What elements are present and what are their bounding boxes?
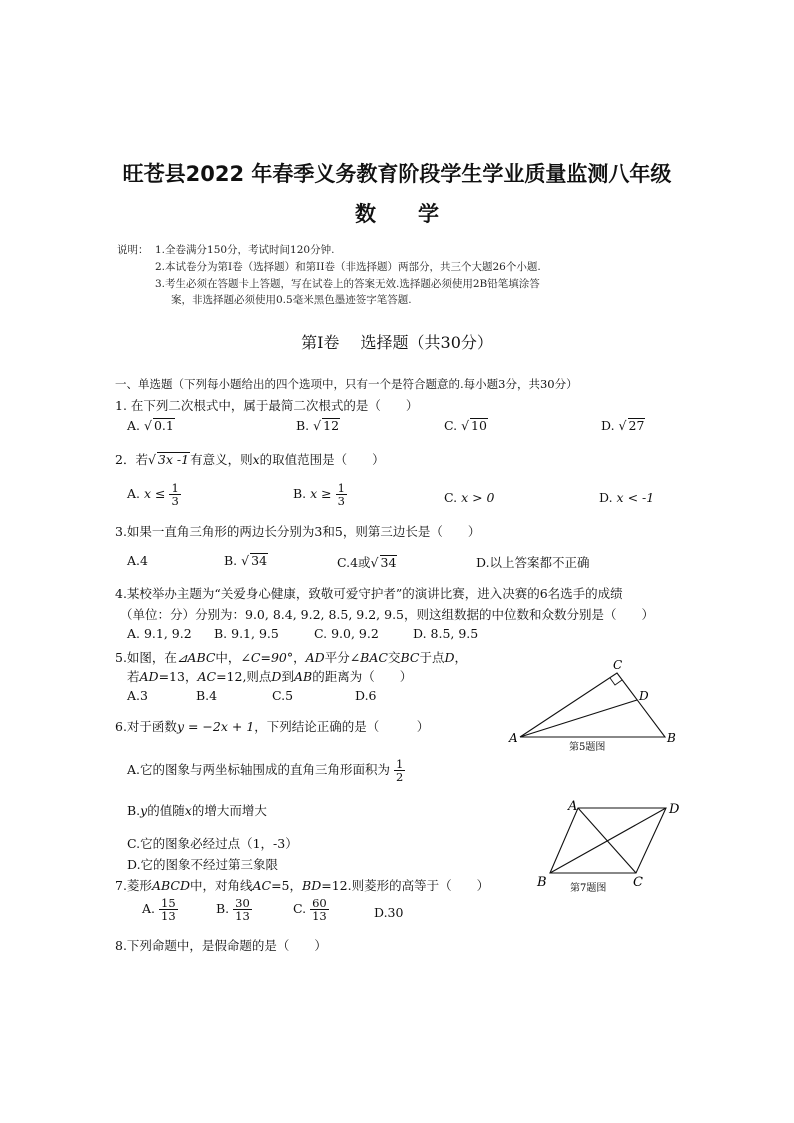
label-b: B (667, 731, 676, 745)
denominator: 13 (312, 909, 327, 924)
option-text: A.它的图象与两坐标轴围成的直角三角形面积为 (127, 762, 391, 778)
text: 若 (127, 669, 140, 684)
label-d: D (639, 689, 649, 703)
q1-option-a: A. √ 0.1 (127, 418, 174, 433)
note-3a: 3.考生必须在答题卡上答题，写在试卷上的答案无效.选择题必须使用2B铅笔填涂答 (155, 278, 540, 290)
notes-lead: 说明： (117, 244, 149, 256)
q4-line2: （单位：分）分别为：9.0, 8.4, 9.2, 8.5, 9.2, 9.5，则这组数据的中位数和众数分别是（ ） (120, 607, 655, 622)
q2-stem: 2．若√ 3x -1有意义，则x的取值范围是（ ） (115, 452, 385, 467)
q5-option-b: B.4 (196, 688, 218, 703)
q3-option-c: C.4或√ 34 (337, 555, 397, 570)
math: AC (197, 669, 217, 684)
text: =12,则点 (216, 669, 272, 684)
math: AD (305, 650, 325, 665)
denominator: 13 (161, 909, 176, 924)
text: 中， (215, 650, 241, 665)
q7-option-b (216, 897, 252, 922)
note-3b: 案，非选择题必须使用0.5毫米黑色墨迹签字笔答题. (171, 294, 412, 306)
option-label: C. (444, 418, 458, 433)
q6-option-c: C.它的图象必经过点（1，-3） (127, 836, 298, 851)
q3-option-a: A.4 (127, 553, 148, 568)
text: ，下列结论正确的是（ ） (254, 719, 430, 734)
denominator: 3 (337, 494, 345, 509)
q2-stem-mid: 有意义，则 (190, 452, 253, 467)
subject-title: 数 学 (355, 202, 439, 226)
q2-option-c (444, 490, 495, 505)
triangle-abc (520, 673, 665, 737)
math: BD (302, 878, 322, 893)
numerator: 1 (171, 481, 179, 495)
q1-option-c: C. √ 10 (444, 418, 487, 433)
numerator: 15 (161, 896, 176, 910)
q5-option-a: A.3 (127, 688, 148, 703)
q3-stem: 3.如果一直角三角形的两边长分别为3和5，则第三边长是（ ） (115, 524, 481, 539)
q6-stem (115, 717, 429, 735)
figure-7-rhombus (530, 795, 690, 900)
text: 到 (281, 669, 294, 684)
option-label: A. (127, 418, 141, 433)
fraction (336, 482, 347, 507)
option-label: B. (224, 553, 238, 568)
radicand: 34 (380, 555, 397, 570)
label-d: D (669, 802, 680, 817)
denominator: 3 (171, 494, 179, 509)
option-label: C.4或 (337, 555, 371, 570)
q4-option-b: B. 9.1, 9.5 (214, 626, 279, 641)
math: D (444, 650, 455, 665)
q1-option-d: D. √ 27 (601, 418, 645, 433)
math: ABCD (151, 878, 190, 893)
text: 6.对于函数 (115, 719, 177, 734)
text: 的值随 (147, 803, 185, 818)
math: ∠C=90° (240, 650, 294, 665)
option-label: D. (601, 418, 615, 433)
q5-line2 (127, 667, 412, 685)
q4-option-a: A. 9.1, 9.2 (127, 626, 192, 641)
bisector-ad (520, 700, 637, 737)
note-2: 2.本试卷分为第Ⅰ卷（选择题）和第II卷（非选择题）两部分，共三个大题26个小题. (155, 261, 541, 273)
fraction (310, 897, 329, 922)
figure-7-caption: 第7题图 (570, 883, 607, 894)
radicand: 10 (471, 418, 487, 433)
figure-5-triangle (505, 655, 685, 755)
q3-option-b: B. √ 34 (224, 553, 268, 568)
math: ∠BAC (349, 650, 388, 665)
radicand: 27 (628, 418, 645, 433)
q2-radicand (157, 452, 190, 467)
q6-option-a (127, 758, 405, 783)
q4-option-d: D. 8.5, 9.5 (413, 626, 479, 641)
q2-option-d (599, 490, 654, 505)
q2-radicand-text: 3x -1 (157, 452, 190, 467)
q7-option-c (293, 897, 329, 922)
option-label: B. (127, 803, 141, 818)
radicand: 34 (251, 553, 268, 568)
fraction (394, 758, 405, 783)
option-expr: x > 0 (461, 490, 495, 505)
math: x (184, 803, 192, 818)
math: AC (252, 878, 272, 893)
option-expr: x < -1 (616, 490, 655, 505)
q8-stem: 8.下列命题中，是假命题的是（ ） (115, 938, 327, 953)
text: 交 (387, 650, 401, 665)
function-expr: y = −2x + 1 (176, 719, 255, 734)
figure-5-caption: 第5题图 (569, 742, 606, 753)
fraction (233, 897, 252, 922)
option-expr: x ≥ (310, 486, 332, 502)
q1-option-b: B. √ 12 (296, 418, 340, 433)
option-label: D. (599, 490, 613, 505)
option-expr: x ≤ (144, 486, 166, 502)
q7-option-a (142, 897, 178, 922)
text: =5， (271, 878, 303, 893)
text: 于点 (419, 650, 445, 665)
q2-stem-pre: 2．若 (115, 452, 148, 467)
text: ， (293, 650, 306, 665)
numerator: 60 (312, 896, 327, 910)
denominator: 13 (235, 909, 250, 924)
text: 的增大而增大 (191, 803, 267, 818)
q1-stem: 1. 在下列二次根式中，属于最简二次根式的是（ ） (115, 398, 419, 413)
label-c: C (633, 875, 643, 890)
right-angle-mark (610, 678, 622, 685)
q5-option-c: C.5 (272, 688, 294, 703)
text: 5.如图，在 (115, 650, 177, 665)
text: =12.则菱形的高等于（ ） (321, 878, 490, 893)
diagonal-bd (550, 808, 666, 873)
q7-stem (115, 876, 489, 894)
numerator: 1 (396, 757, 404, 771)
label-a: A (509, 731, 518, 745)
q2-option-b (293, 482, 347, 507)
part-heading: 一、单选题（下列每小题给出的四个选项中，只有一个是符合题意的.每小题3分，共30分） (115, 377, 578, 391)
text: =13， (158, 669, 198, 684)
option-label: B. (293, 486, 307, 502)
math: AD (139, 669, 159, 684)
math: D (271, 669, 282, 684)
numerator: 30 (235, 896, 250, 910)
numerator: 1 (337, 481, 345, 495)
fraction (169, 482, 180, 507)
q2-stem-post: 的取值范围是（ ） (259, 452, 385, 467)
label-b: B (537, 875, 547, 890)
text: 的距离为（ ） (312, 669, 413, 684)
radicand: 12 (323, 418, 340, 433)
option-label: B. (216, 901, 230, 917)
q5-line1 (115, 648, 467, 666)
radicand: 0.1 (153, 418, 174, 433)
math: BC (400, 650, 420, 665)
section-title: 第Ⅰ卷 选择题（共30分） (301, 333, 493, 352)
q6-option-d: D.它的图象不经过第三象限 (127, 857, 279, 872)
label-a: A (568, 799, 578, 814)
q7-option-d: D.30 (374, 905, 404, 920)
q2-option-a (127, 482, 181, 507)
option-label: A. (142, 901, 156, 917)
q4-line1: 4.某校举办主题为“关爱身心健康，致敬可爱守护者”的演讲比赛，进入决赛的6名选手的成绩 (115, 586, 623, 601)
fraction (159, 897, 178, 922)
math: AB (293, 669, 313, 684)
q6-option-b (127, 801, 267, 819)
text: 平分 (324, 650, 350, 665)
text: 7.菱形 (115, 878, 152, 893)
exam-title: 旺苍县2022 年春季义务教育阶段学生学业质量监测八年级 (122, 162, 672, 186)
denominator: 2 (396, 770, 404, 785)
math: y (140, 803, 148, 818)
option-label: C. (293, 901, 307, 917)
text: 中，对角线 (189, 878, 253, 893)
option-label: A. (127, 486, 141, 502)
q2-var: x (252, 452, 260, 467)
label-c: C (613, 658, 623, 672)
option-label: C. (444, 490, 458, 505)
note-1: 1.全卷满分150分，考试时间120分钟. (155, 244, 335, 256)
q3-option-d: D.以上答案都不正确 (476, 555, 590, 570)
option-label: B. (296, 418, 310, 433)
math: ⊿ABC (176, 650, 216, 665)
q4-option-c: C. 9.0, 9.2 (314, 626, 379, 641)
text: ， (454, 650, 468, 665)
q5-option-d: D.6 (355, 688, 377, 703)
